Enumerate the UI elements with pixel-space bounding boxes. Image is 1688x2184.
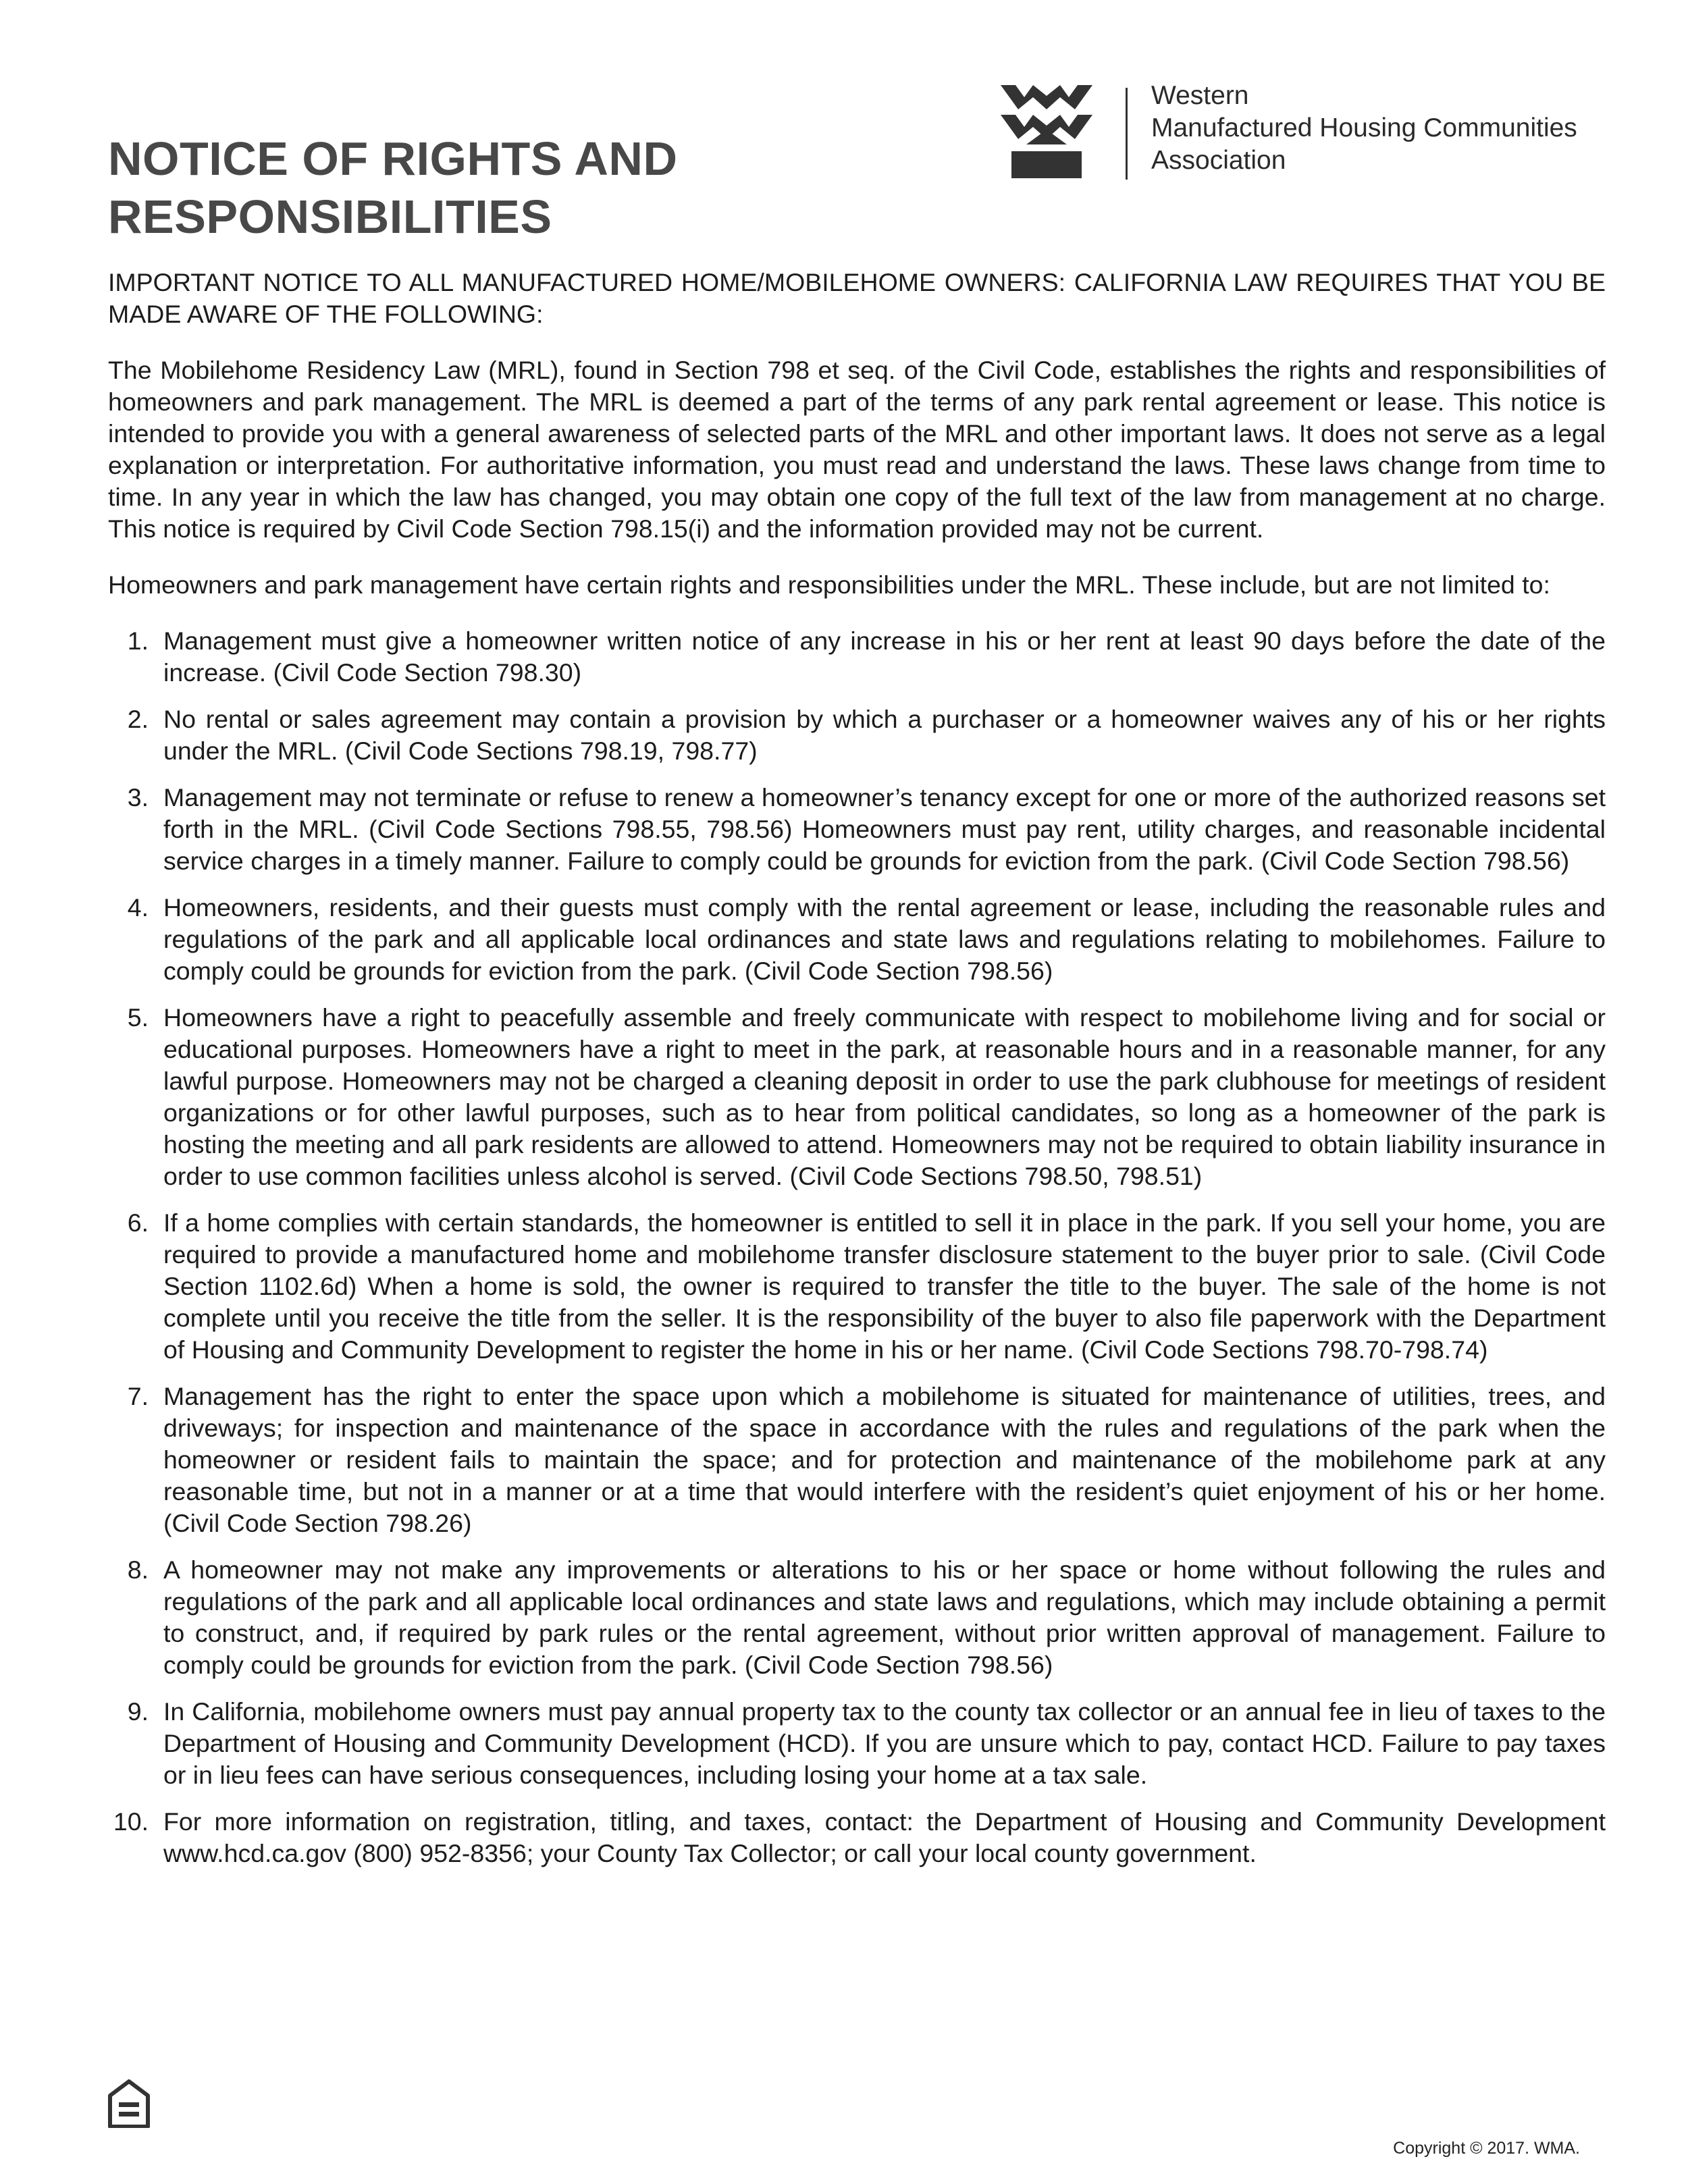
item-number: 9. [127,1697,149,1726]
item-number: 8. [127,1555,149,1584]
logo-line-manufactured: Manufactured Housing Communities [1151,113,1577,142]
item-number: 6. [127,1208,149,1237]
item-text: No rental or sales agreement may contain a provision by which a purchaser or a homeowner waives any of his or her rights under the MRL. (Civil Code Sections 798.19, 798.77) [163,705,1606,765]
rights-intro-paragraph: Homeowners and park management have certain rights and responsibilities under the MRL. These include, but are not limited to: [108,570,1550,599]
wma-logo-icon [999,80,1094,181]
equal-housing-icon [108,2079,150,2128]
list-item [108,1696,1606,1791]
item-text: Homeowners have a right to peacefully assemble and freely communicate with respect to mobilehome living and for social or educational purposes. Homeowners have a right to meet in the park, at reasonable hours and in a reasonable manner, for any lawful purpose. Homeowners may not be charged a cleaning deposit in order to use the park clubhouse for meetings of resident organizations or for other lawful purposes, such as to hear from political candidates, so long as a homeowner of the park is hosting the meeting and all park residents are allowed to attend. Homeowners may not be required to obtain liability insurance in order to use common facilities unless alcohol is served. (Civil Code Sections 798.50, 798.51) [163,1003,1606,1190]
item-text: Management must give a homeowner written notice of any increase in his or her rent at least 90 days before the date of the increase. (Civil Code Section 798.30) [163,627,1606,687]
logo-text [1151,80,1583,177]
item-number: 1. [127,627,149,655]
list-item [108,892,1606,987]
rights-list [108,625,1606,1869]
list-item [108,1806,1606,1869]
item-text: For more information on registration, titling, and taxes, contact: the Department of Housing and Community Development www.hcd.ca.gov (800) 952-8356; your County Tax Collector; or call your local county government. [163,1807,1606,1867]
list-item [108,1381,1606,1539]
list-item [108,1554,1606,1681]
item-number: 4. [127,893,149,922]
list-item [108,1002,1606,1192]
item-text: A homeowner may not make any improvements or alterations to his or her space or home without following the rules and regulations of the park and all applicable local ordinances and state laws and regulations, which may include obtaining a permit to construct, and, if required by park rules or the rental agreement, without prior written approval of management. Failure to comply could be grounds for eviction from the park. (Civil Code Section 798.56) [163,1555,1606,1679]
list-item [108,703,1606,767]
item-number: 3. [127,783,149,811]
logo-line-association: Association [1151,146,1286,175]
wma-logo [999,80,1580,188]
item-number: 10. [113,1807,149,1836]
item-number: 2. [127,705,149,733]
title-line-1: NOTICE OF RIGHTS AND [108,132,678,185]
title-line-2: RESPONSIBILITIES [108,190,552,243]
item-text: In California, mobilehome owners must pay annual property tax to the county tax collector or an annual fee in lieu of taxes to the Department of Housing and Community Development (HCD). If you are unsure which to pay, contact HCD. Failure to pay taxes or in lieu fees can have serious consequences, including losing your home at a tax sale. [163,1697,1606,1789]
list-item [108,782,1606,877]
notice-body [108,267,1606,1884]
item-number: 7. [127,1382,149,1410]
mrl-intro-paragraph: The Mobilehome Residency Law (MRL), found in Section 798 et seq. of the Civil Code, establishes the rights and responsibilities of homeowners and park management. The MRL is deemed a part of the terms of any park rental agreement or lease. This notice is intended to provide you with a general awareness of selected parts of the MRL and other important laws. It does not serve as a legal explanation or interpretation. For authoritative information, you must read and understand the laws. These laws change from time to time. In any year in which the law has changed, you may obtain one copy of the full text of the law from management at no charge. This notice is required by Civil Code Section 798.15(i) and the information provided may not be current. [108,356,1606,543]
item-text: Management may not terminate or refuse to renew a homeowner’s tenancy except for one or more of the authorized reasons set forth in the MRL. (Civil Code Sections 798.55, 798.56) Homeowners must pay rent, utility charges, and reasonable incidental service charges in a timely manner. Failure to comply could be grounds for eviction from the park. (Civil Code Section 798.56) [163,783,1606,875]
list-item [108,1207,1606,1366]
item-number: 5. [127,1003,149,1032]
copyright-notice: Copyright © 2017. WMA. [1393,2139,1580,2158]
logo-divider [1126,88,1128,180]
list-item [108,625,1606,689]
item-text: Management has the right to enter the space upon which a mobilehome is situated for maintenance of utilities, trees, and driveways; for inspection and maintenance of the space in accordance with the rules and regulations of the park when the homeowner or resident fails to maintain the space; and for protection and maintenance of the mobilehome park at any reasonable time, but not in a manner or at a time that would interfere with the resident’s quiet enjoyment of his or her home. (Civil Code Section 798.26) [163,1382,1606,1537]
item-text: If a home complies with certain standards, the homeowner is entitled to sell it in place in the park. If you sell your home, you are required to provide a manufactured home and mobilehome transfer disclosure statement to the buyer prior to sale. (Civil Code Section 1102.6d) When a home is sold, the owner is required to transfer the title to the buyer. The sale of the home is not complete until you receive the title from the seller. It is the responsibility of the buyer to also file paperwork with the Department of Housing and Community Development to register the home in his or her name. (Civil Code Sections 798.70-798.74) [163,1208,1606,1364]
important-notice: IMPORTANT NOTICE TO ALL MANUFACTURED HOME/MOBILEHOME OWNERS: CALIFORNIA LAW REQUIRES THAT YOU BE MADE AWARE OF THE FOLLOWING: [108,268,1606,328]
item-text: Homeowners, residents, and their guests must comply with the rental agreement or lease, including the reasonable rules and regulations of the park and all applicable local ordinances and state laws and regulations relating to mobilehomes. Failure to comply could be grounds for eviction from the park. (Civil Code Section 798.56) [163,893,1606,985]
page-title [108,130,817,246]
logo-line-western: Western [1151,81,1249,110]
